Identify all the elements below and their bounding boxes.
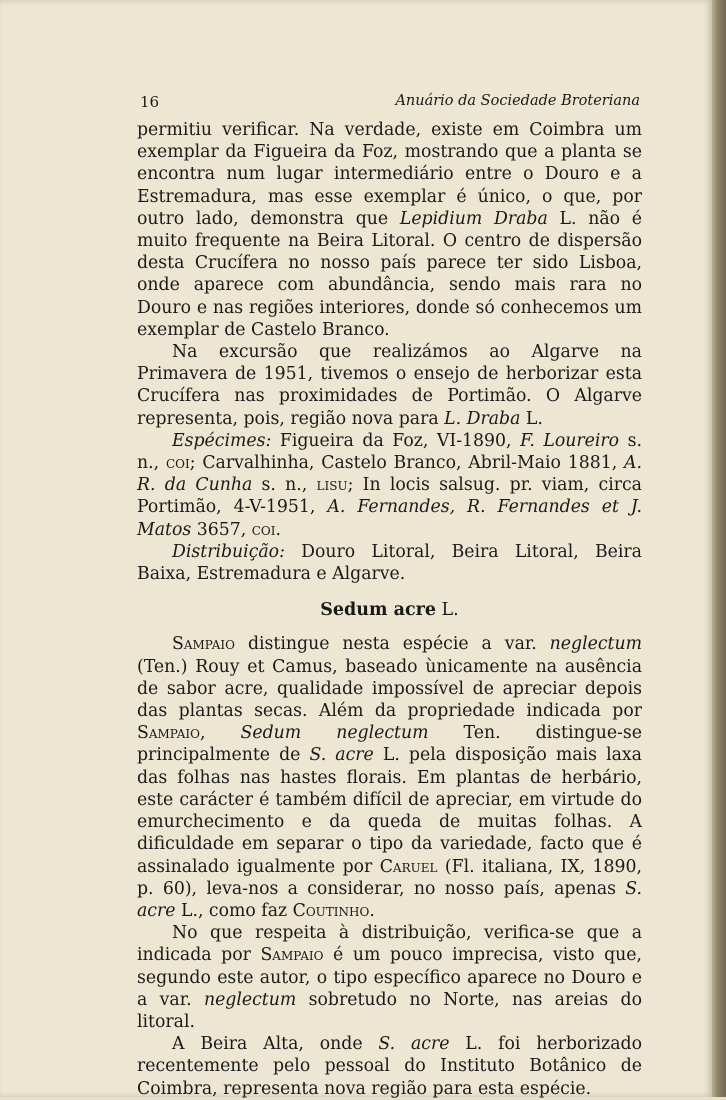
herbarium-code: coi (251, 519, 276, 540)
paragraph (137, 119, 642, 341)
text-run: L. não é muito frequente na Beira Litoral. O centro de dispersão desta Crucífera no nosso país parece ter sido Lisboa, onde aparece com abundância, sendo mais rara no Douro e nas regiões interiores, donde só conhecemos um exemplar de Castelo Branco. (137, 208, 642, 340)
paragraph (137, 922, 642, 1033)
text-run: Figueira da Foz, VI-1890, (271, 430, 521, 451)
text-run: , (200, 723, 241, 744)
taxon-name: S. acre (137, 878, 642, 921)
text-run: permitiu verificar. Na verdade, existe em Coimbra um exemplar da Figueira da Foz, mostrando que a planta se encontra num lugar intermediário entre o Douro e a Estremadura, mas esse exemplar é único, o que, por outro lado, demonstra que (137, 120, 642, 229)
herbarium-code: coi (165, 453, 190, 474)
text-run: s. n., (252, 475, 317, 496)
text-run: (Fl. italiana, IX, 1890, p. 60), leva-nos a considerar, no nosso país, apenas (137, 856, 642, 899)
text-run: L., como faz (175, 900, 293, 921)
text-run: Na excursão que realizámos ao Algarve na Primavera de 1951, tivemos o ensejo de herborizar esta Crucífera nas proximidades de Portimão. O Algarve representa, pois, região nova para (137, 342, 642, 429)
page-header (140, 93, 640, 115)
text-run: L. foi herborizado recentemente pelo pessoal do Instituto Botânico de Coimbra, representa nova região para esta espécie. (137, 1034, 643, 1099)
taxon-name: Sedum neglectum (240, 723, 429, 744)
text-run: distingue nesta espécie a var. (235, 634, 550, 655)
paragraph (137, 633, 642, 922)
text-run: ; In locis salsug. pr. viam, circa Portimão, 4-V-1951, (137, 475, 642, 518)
text-run: . (275, 519, 281, 540)
text-run: é um pouco imprecisa, visto que, segundo este autor, o tipo específico aparece no Douro e a var. (137, 945, 643, 1010)
paragraph (137, 1033, 642, 1100)
text-run: L. (520, 408, 543, 429)
taxon-name: S. acre (309, 745, 374, 766)
author-abbrev: L. (435, 600, 459, 621)
author-name: Caruel (379, 856, 438, 877)
text-run: sobretudo no Norte, nas areias do litoral. (137, 989, 642, 1032)
taxon-name: Lepidium Draba (399, 208, 548, 229)
text-run: No que respeita à distribuição, verifica-se que a indicada por (137, 923, 642, 966)
collector-name: A. Fernandes, R. Fernandes et J. Matos (137, 497, 642, 540)
author-name: Sampaio (260, 945, 324, 966)
paragraph (137, 341, 642, 430)
running-title: Anuário da Sociedade Broteriana (395, 93, 640, 109)
taxon-name: neglectum (203, 989, 297, 1010)
collector-name: A. R. da Cunha (137, 453, 642, 496)
species-name: Sedum acre (320, 600, 436, 621)
text-run: Ten. distingue-se principalmente de (137, 723, 642, 766)
body-text (137, 119, 642, 1100)
taxon-name: S. acre (378, 1034, 450, 1055)
species-heading (137, 599, 642, 621)
collector-name: F. Loureiro (520, 430, 620, 451)
text-run: A Beira Alta, onde (172, 1034, 379, 1055)
text-run: ; Carvalhinha, Castelo Branco, Abril-Maio 1881, (189, 453, 625, 474)
section-label: Espécimes: (172, 430, 272, 451)
text-run: Douro Litoral, Beira Litoral, Beira Baixa, Estremadura e Algarve. (137, 541, 642, 585)
text-run: 3657, (191, 519, 252, 540)
author-name: Sampaio (137, 723, 201, 744)
distribution-paragraph (137, 541, 642, 585)
text-run: (Ten.) Rouy et Camus, baseado ùnicamente na ausência de sabor acre, qualidade impossível de apreciar depois das plantas secas. Além da propriedade indicada por (137, 656, 642, 722)
author-name: Coutinho (292, 900, 370, 921)
herbarium-code: lisu (316, 475, 348, 496)
author-name: Sampaio (172, 634, 236, 655)
taxon-name: neglectum (549, 634, 642, 655)
section-label: Distribuição: (172, 541, 285, 562)
text-run: L. pela disposição mais laxa das folhas nas hastes florais. Em plantas de herbário, este carácter é também difícil de apreciar, em virtude do emurchecimento e da queda de muitas folhas. A dificuldade em separar o tipo da variedade, facto que é assinalado igualmente por (137, 745, 642, 877)
text-run: . (369, 900, 375, 921)
taxon-name: L. Draba (444, 408, 521, 429)
page-edge (712, 0, 726, 1097)
specimens-paragraph (137, 430, 642, 541)
text-run: s. n., (137, 430, 642, 474)
page-number: 16 (140, 93, 160, 111)
